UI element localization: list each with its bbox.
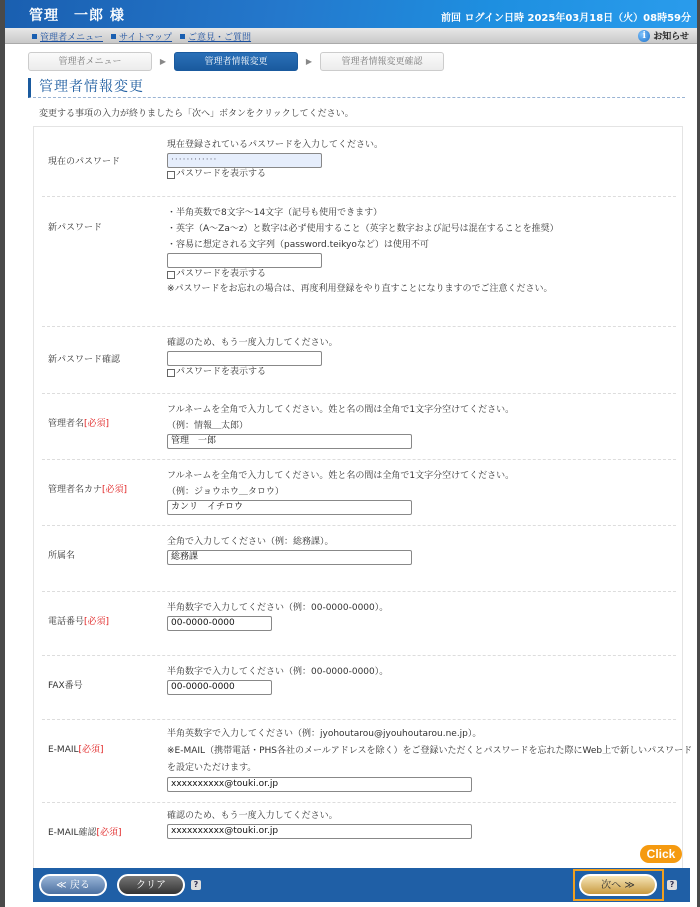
checkbox-icon <box>167 271 175 279</box>
checkbox-icon <box>167 369 175 377</box>
email-input[interactable]: xxxxxxxxxx@touki.or.jp <box>167 777 472 792</box>
admin-info-form <box>33 126 693 868</box>
step-arrow-icon: ▶ <box>159 57 167 66</box>
field-hint: 確認のため、もう一度入力してください。 <box>167 338 338 348</box>
action-bar <box>33 868 690 902</box>
admin-name-kana-input[interactable]: カンリ イチロウ <box>167 500 412 515</box>
header-bar <box>5 0 697 28</box>
required-badge: [必須] <box>84 419 110 429</box>
info-icon: i <box>638 30 650 42</box>
field-label: 管理者名カナ <box>48 485 103 495</box>
square-bullet-icon <box>111 34 116 39</box>
nav-link-sitemap[interactable]: サイトマップ <box>111 30 172 43</box>
row-phone <box>42 592 676 656</box>
field-example: （例：情報＿太郎） <box>167 421 249 431</box>
field-label: 所属名 <box>48 551 76 561</box>
row-email <box>42 720 693 803</box>
row-fax <box>42 656 676 720</box>
field-label: 新パスワード <box>48 223 103 233</box>
department-input[interactable]: 総務課 <box>167 550 412 565</box>
email-note: ※E-MAIL（携帯電話・PHS各社のメールアドレスを除く）をご登録いただくとパスワードを忘れた際にWeb上で新しいパスワード <box>167 746 693 756</box>
field-hint: 半角英数字で入力してください（例：jyohoutarou@jyouhoutarou.ne.jp）。 <box>167 729 482 739</box>
nav-link-feedback[interactable]: ご意見・ご質問 <box>180 30 251 43</box>
field-label: E-MAIL確認 <box>48 828 97 838</box>
field-label: 管理者名 <box>48 419 85 429</box>
fax-input[interactable]: 00-0000-0000 <box>167 680 272 695</box>
row-admin-name <box>42 394 676 460</box>
password-rule: ・英字（A～Za～z）と数字は必ず使用すること（英字と数字および記号は混在することを推奨） <box>167 224 559 234</box>
next-button[interactable]: 次へ ≫ <box>579 874 657 896</box>
field-label: FAX番号 <box>48 681 83 691</box>
notice-link[interactable]: i お知らせ <box>638 29 689 42</box>
field-label: 新パスワード確認 <box>48 355 121 365</box>
field-label: 電話番号 <box>48 617 85 627</box>
square-bullet-icon <box>180 34 185 39</box>
field-hint: 確認のため、もう一度入力してください。 <box>167 811 338 821</box>
email-note: を設定いただけます。 <box>167 763 257 773</box>
click-hint-badge: Click <box>640 845 682 863</box>
field-hint: フルネームを全角で入力してください。姓と名の間は全角で1文字分空けてください。 <box>167 405 515 415</box>
field-hint: 半角数字で入力してください（例：00-0000-0000）。 <box>167 603 389 613</box>
step-admin-info-confirm: 管理者情報変更確認 <box>320 52 444 71</box>
field-label: 現在のパスワード <box>48 157 121 167</box>
required-badge: [必須] <box>78 745 104 755</box>
clear-button[interactable]: クリア <box>117 874 185 896</box>
field-label: E-MAIL <box>48 745 79 755</box>
intro-text: 変更する事項の入力が終りましたら「次へ」ボタンをクリックしてください。 <box>39 109 354 119</box>
password-note: ※パスワードをお忘れの場合は、再度利用登録をやり直すことになりますのでご注意ください。 <box>167 284 553 294</box>
required-badge: [必須] <box>84 617 110 627</box>
step-progress <box>28 52 444 71</box>
required-badge: [必須] <box>96 828 122 838</box>
next-button-highlight <box>573 869 664 901</box>
row-email-confirm <box>42 803 676 869</box>
admin-name-input[interactable]: 管理 一郎 <box>167 434 412 449</box>
field-hint: 全角で入力してください（例：総務課）。 <box>167 537 334 547</box>
step-admin-menu: 管理者メニュー <box>28 52 152 71</box>
new-password-confirm-input[interactable] <box>167 351 322 366</box>
row-new-password <box>42 197 676 327</box>
square-bullet-icon <box>32 34 37 39</box>
show-new-password-checkbox[interactable]: パスワードを表示する <box>167 268 676 281</box>
show-confirm-password-checkbox[interactable]: パスワードを表示する <box>167 366 676 379</box>
current-password-input[interactable]: ············ <box>167 153 322 168</box>
field-hint: 現在登録されているパスワードを入力してください。 <box>167 140 384 150</box>
row-department <box>42 526 676 592</box>
last-login-time: 前回 ログイン日時 2025年03月18日（火）08時59分 <box>441 13 691 24</box>
page <box>5 0 697 907</box>
password-rule: ・容易に想定される文字列（password.teikyoなど）は使用不可 <box>167 240 429 250</box>
back-button[interactable]: ≪ 戻る <box>39 874 107 896</box>
phone-input[interactable]: 00-0000-0000 <box>167 616 272 631</box>
page-title: 管理者情報変更 <box>28 78 685 98</box>
step-arrow-icon: ▶ <box>305 57 313 66</box>
password-rule: ・半角英数で8文字～14文字（記号も使用できます） <box>167 208 383 218</box>
field-hint: フルネームを全角で入力してください。姓と名の間は全角で1文字分空けてください。 <box>167 471 515 481</box>
sub-navigation <box>5 28 697 44</box>
field-example: （例：ジョウホウ＿タロウ） <box>167 487 284 497</box>
row-current-password <box>42 127 676 197</box>
checkbox-icon <box>167 171 175 179</box>
field-hint: 半角数字で入力してください（例：00-0000-0000）。 <box>167 667 389 677</box>
email-confirm-input[interactable]: xxxxxxxxxx@touki.or.jp <box>167 824 472 839</box>
step-admin-info-change: 管理者情報変更 <box>174 52 298 71</box>
help-icon[interactable]: ? <box>667 880 677 890</box>
new-password-input[interactable] <box>167 253 322 268</box>
help-icon[interactable]: ? <box>191 880 201 890</box>
show-current-password-checkbox[interactable]: パスワードを表示する <box>167 168 676 181</box>
row-new-password-confirm <box>42 327 676 394</box>
row-admin-name-kana <box>42 460 676 526</box>
required-badge: [必須] <box>102 485 128 495</box>
nav-link-admin-menu[interactable]: 管理者メニュー <box>32 30 103 43</box>
user-name: 管理 一郎 様 <box>29 8 125 24</box>
